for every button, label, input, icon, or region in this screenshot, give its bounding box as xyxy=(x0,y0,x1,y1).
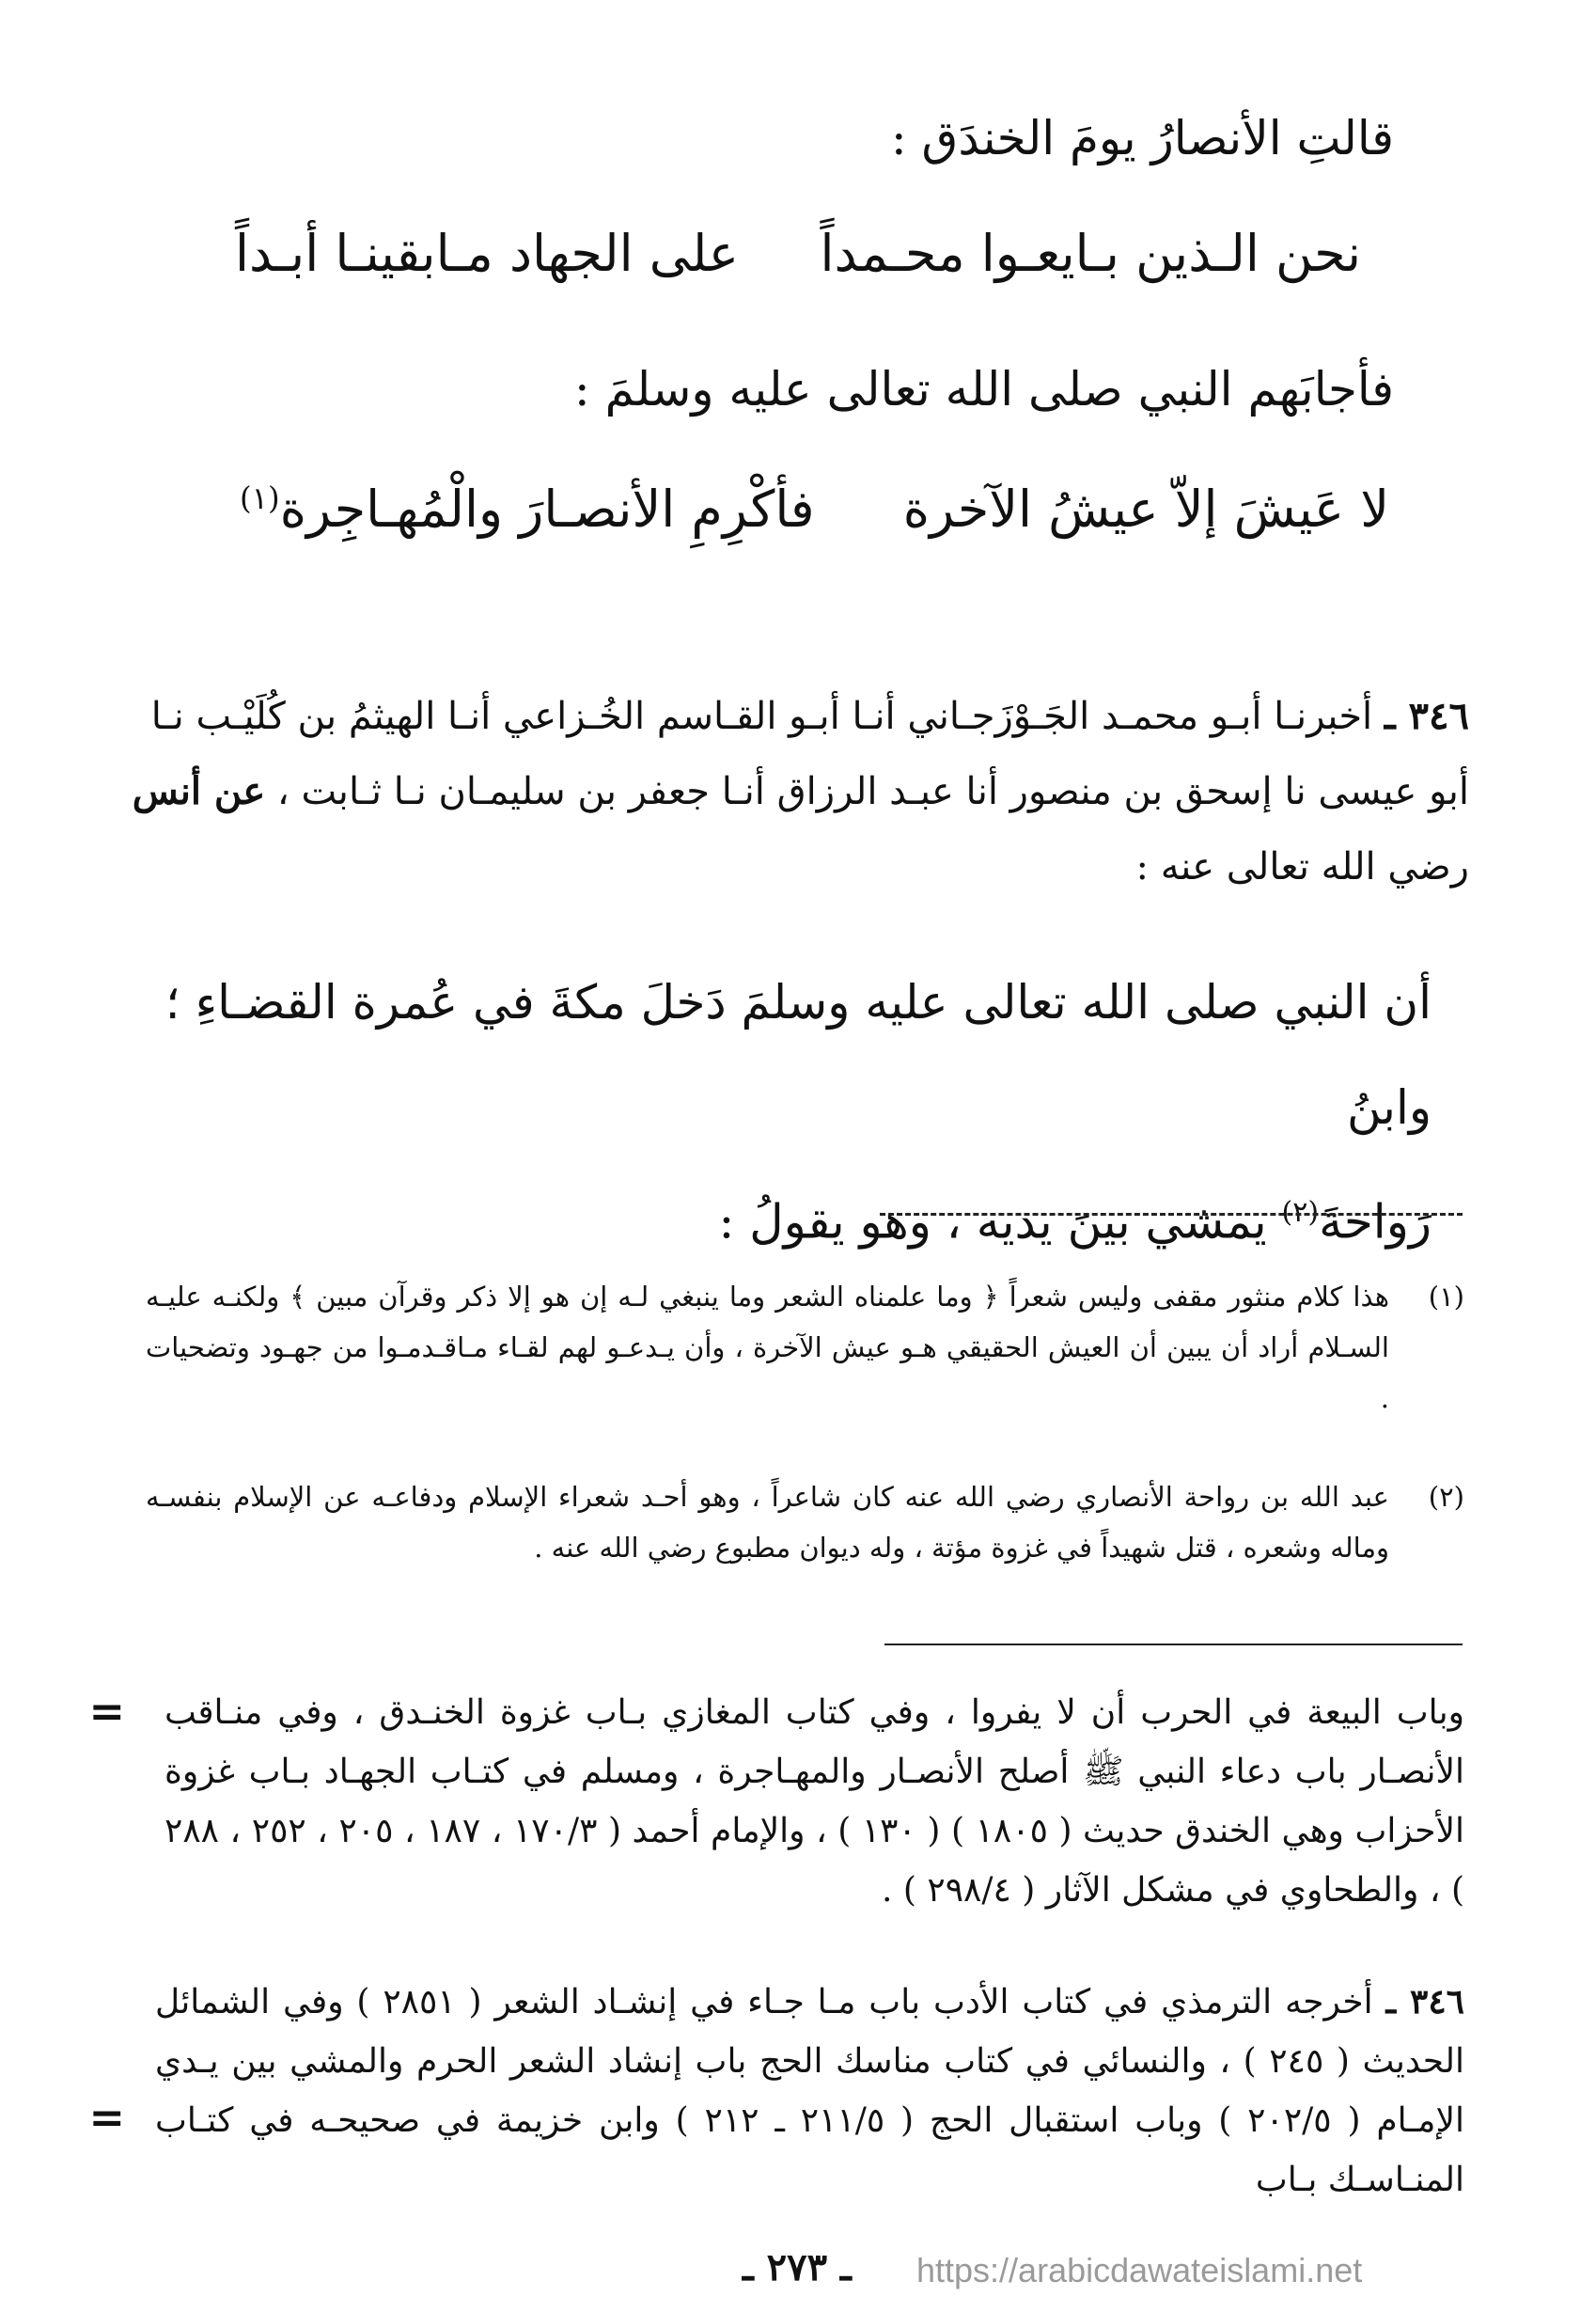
takhrij-continuation: وباب البيعة في الحرب أن لا يفروا ، وفي كتاب المغازي بـاب غزوة الخنـدق ، وفي منـاقب الأنصـار باب دعاء النبي ﷺ أصلح الأنصـار والمهـاجرة ، ومسلم في كتـاب الجهـاد بـاب غزوة الأحزاب وهي الخندق حديث ( ١٨٠٥ ) ( ١٣٠ ) ، والإمام أحمد ( ١٧٠/٣ ، ١٨٧ ، ٢٠٥ ، ٢٥٢ ، ٢٨٨ ) ، والطحاوي في مشكل الآثار ( ٢٩٨/٤ ) . xyxy=(164,1693,1465,1910)
takhrij-346-text: أخرجه الترمذي في كتاب الأدب باب مـا جـاء في إنشـاد الشعر ( ٢٨٥١ ) وفي الشمائل الحديث ( ٢٤٥ ) ، والنسائي في كتاب مناسك الحج باب إنشاد الشعر الحرم والمشي بين يـدي الإمـام ( ٢٠٢/٥ ) وباب استقبال الحج ( ٢١١/٥ ـ ٢١٢ ) وابن خزيمة في صحيحـه في كتـاب المنـاسـك بـاب xyxy=(155,1983,1464,2199)
verse-2 xyxy=(240,480,1389,539)
matn-line-1: أن النبي صلى الله تعالى عليه وسلمَ دَخلَ مكةَ في عُمرة القضـاءِ ؛ وابنُ xyxy=(164,975,1432,1135)
intro-line-2: فأجابَهم النبي صلى الله تعالى عليه وسلمَ : xyxy=(573,362,1394,417)
footnote-ref-1[interactable]: (١) xyxy=(240,480,280,516)
isnad-text-2: أبو عيسى نا إسحق بن منصور أنا عبـد الرزاق أنـا جعفر بن سليمـان نـا ثـابت ، xyxy=(276,770,1469,813)
takhrij-346 xyxy=(155,1973,1464,2210)
footnote-1-mark: (١) xyxy=(1428,1281,1464,1313)
footnote-1 xyxy=(146,1271,1464,1423)
matn-text-2a: رَواحةَ xyxy=(1319,1194,1432,1250)
watermark-url: https://arabicdawateislami.net xyxy=(916,2251,1363,2289)
verse-2-second-hemistich xyxy=(240,480,815,539)
hadith-matn xyxy=(155,950,1432,1275)
footnote-2 xyxy=(146,1471,1464,1573)
verse-1-second-hemistich: على الجهاد مـابقينـا أبـداً xyxy=(235,224,739,283)
hadith-isnad xyxy=(122,679,1469,904)
continuation-marker-end: = xyxy=(88,2092,125,2143)
verse-1-first-hemistich: نحن الـذين بـايعـوا محـمداً xyxy=(820,224,1361,283)
hadith-number: ٣٤٦ ـ xyxy=(1384,694,1469,738)
footnote-1-text: هذا كلام منثور مقفى وليس شعراً ﴿ وما علمناه الشعر وما ينبغي لـه إن هو إلا ذكر وقرآن مبين ﴾ ولكنـه عليـه السـلام أراد أن يبين أن العيش الحقيقي هـو عيش الآخرة ، وأن يـدعـو لهم لقـاء مـاقـدمـوا من جهـود وتضحيات . xyxy=(146,1281,1389,1414)
isnad-line-2 xyxy=(122,754,1469,829)
isnad-text-1: أخبرنـا أبـو محمـد الجَـوْزَجـاني أنـا أبـو القـاسم الخُـزاعي أنـا الهيثمُ بن كُلَيْـب نـا xyxy=(150,695,1373,738)
continuation-marker-start: = xyxy=(88,1686,125,1737)
intro-line-1: قالتِ الأنصارُ يومَ الخندَق : xyxy=(890,111,1394,165)
isnad-line-3: رضي الله تعالى عنه : xyxy=(1135,845,1469,889)
matn-line-2 xyxy=(155,1160,1432,1275)
verse-1 xyxy=(235,224,1361,283)
page-number: ـ ٢٧٣ ـ xyxy=(743,2245,852,2289)
verse-2-first-hemistich: لا عَيشَ إلاّ عيشُ الآخرة xyxy=(902,480,1389,539)
takhrij-separator xyxy=(884,1644,1463,1645)
verse-2-second-text: فأكْرِمِ الأنصـارَ والْمُهـاجِرة xyxy=(279,480,815,539)
matn-text-2b: يمشي بينَ يديه ، وهو يقولُ : xyxy=(718,1194,1282,1250)
takhrij-number: ٣٤٦ ـ xyxy=(1385,1982,1464,2021)
footnote-ref-2[interactable]: (٢) xyxy=(1281,1196,1320,1229)
isnad-line-1 xyxy=(122,679,1469,754)
isnad-bold-an-anas: عن أنس xyxy=(132,769,266,813)
footnote-separator xyxy=(880,1213,1463,1216)
footnote-2-mark: (٢) xyxy=(1428,1481,1464,1513)
footnote-2-text: عبد الله بن رواحة الأنصاري رضي الله عنه كان شاعراً ، وهو أحـد شعراء الإسلام ودفاعـه عن الإسلام بنفسـه وماله وشعره ، قتل شهيداً في غزوة مؤتة ، وله ديوان مطبوع رضي الله عنه . xyxy=(146,1481,1389,1564)
